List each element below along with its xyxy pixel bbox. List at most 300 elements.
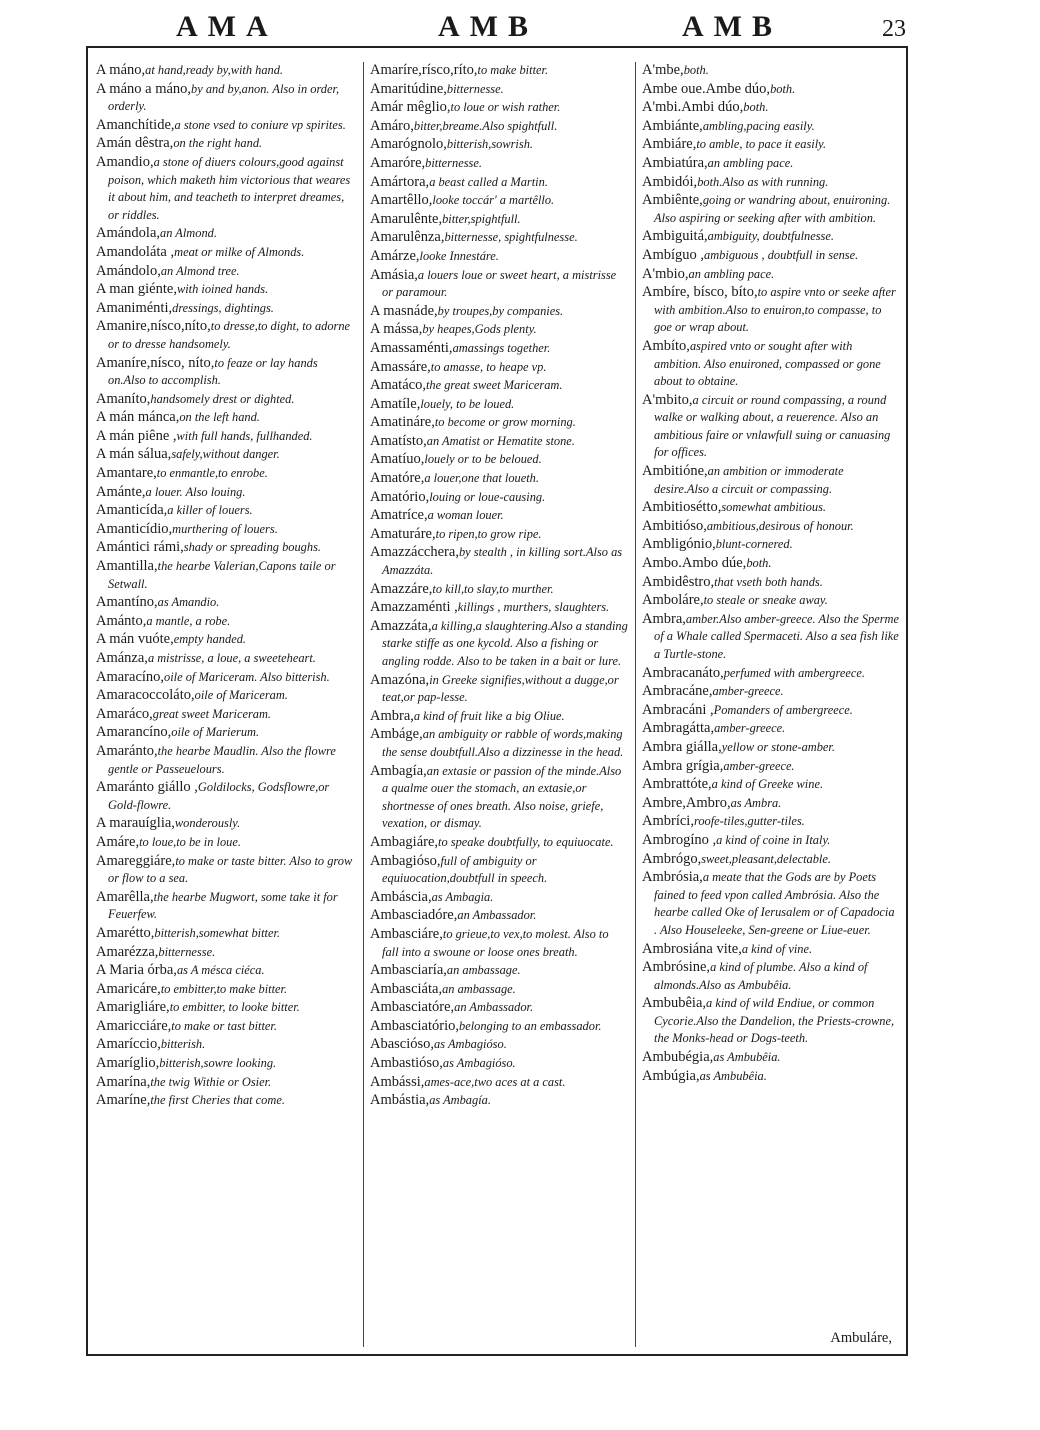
column-divider [363,62,364,1347]
dictionary-entry [96,225,354,243]
headword: Amántici rámi, [96,539,184,556]
headword: Ambúgia, [642,1067,700,1084]
dictionary-entry [96,391,354,409]
definition: bitternesse. [425,155,482,170]
dictionary-entry [370,62,628,80]
dictionary-entry [370,763,628,833]
headword: Ambíguo , [642,246,705,263]
definition: to loue,to be in loue. [139,834,241,849]
definition: an ambition or immoderate desire.Also a circuit or compassing. [654,464,844,496]
definition: louely or to be beloued. [424,452,542,467]
definition: amber-greece. [714,721,786,736]
dictionary-entry [370,1055,628,1073]
dictionary-entry [96,62,354,80]
headword: Amaritúdine, [370,80,447,97]
definition: bitternesse, spightfulnesse. [444,230,578,245]
dictionary-entry [96,613,354,631]
dictionary-entry [642,247,900,265]
headword: Ambra, [642,610,686,627]
dictionary-entry [642,592,900,610]
definition: by stealth , in killing sort.Also as Amazzáta. [382,545,623,578]
dictionary-entry [370,489,628,507]
headword: A marauíglia, [96,815,175,832]
definition: a woman louer. [427,508,504,523]
definition: looke Innestáre. [419,248,499,263]
definition: oile of Marierum. [171,725,260,740]
definition: both.Also as with running. [697,174,829,189]
definition: with full hands, fullhanded. [176,428,313,443]
dictionary-entry [96,724,354,742]
dictionary-entry [96,925,354,943]
dictionary-entry [642,995,900,1048]
definition: both. [743,100,769,115]
headword: Amarigliáre, [96,999,170,1016]
dictionary-entry [370,229,628,247]
dictionary-entry [642,574,900,592]
dictionary-entry [96,889,354,924]
headword: Amazóna, [370,671,430,688]
definition: a stone of diuers colours,good against poison, which maketh him victorious that weares it about him, and teacheth to interpret dreames, or riddles. [108,154,351,222]
headword: Amaríccio, [96,1036,161,1053]
dictionary-entry [370,1036,628,1054]
dictionary-entry [642,813,900,831]
headword: Amaróre, [370,154,426,171]
definition: with ioined hands. [176,282,269,297]
definition: a mistrisse, a loue, a sweeteheart. [147,651,316,665]
headword: Ambrósine, [642,959,711,976]
definition: a meate that the Gods are by Poets fained to feed vpon called Ambrósia. Also the hearbe called Oke of Ierusalem or of Capadocia . Also Houseleeke, Sen-greene or Liue-euer. [654,870,895,937]
definition: empty handed. [173,632,246,647]
definition: a beast called a Martin. [429,174,548,189]
definition: by troupes,by companies. [437,303,564,318]
dictionary-entry [370,926,628,961]
headword: Ambracáne, [642,683,713,700]
definition: to embitter,to make bitter. [160,981,288,996]
headword: Ambre,Ambro, [642,794,731,811]
headword: Ambo.Ambo dúe, [642,555,747,572]
dictionary-entry [370,1074,628,1092]
dictionary-entry [96,318,354,353]
dictionary-entry [642,192,900,227]
headword: Ambra giálla, [642,738,722,755]
dictionary-entry [96,263,354,281]
headword: Amandoláta , [96,243,175,260]
dictionary-entry [370,155,628,173]
headword: Amantilla, [96,558,158,575]
dictionary-entry [96,1092,354,1110]
dictionary-entry [370,451,628,469]
headword: Amanire,nísco,níto, [96,318,211,335]
definition: an Ambassador. [457,908,537,923]
dictionary-entry [96,428,354,446]
dictionary-entry [370,618,628,671]
dictionary-entry [96,1036,354,1054]
definition: a louers loue or sweet heart, a mistrisse or paramour. [382,267,617,300]
dictionary-entry [370,889,628,907]
headword: Ambasciatóre, [370,999,455,1016]
dictionary-entry [96,944,354,962]
headword: Amarína, [96,1073,151,1090]
dictionary-entry [96,743,354,778]
dictionary-entry [370,81,628,99]
definition: going or wandring about, enuironing. Also aspiring or seeking after with ambition. [654,193,891,225]
top-rule [86,46,908,48]
dictionary-entry [370,599,628,617]
dictionary-entry [370,248,628,266]
dictionary-entry [370,396,628,414]
definition: as Ambagia. [431,889,494,904]
definition: a kind of coine in Italy. [716,832,831,847]
dictionary-entry [642,536,900,554]
headword: Ambe oue.Ambe dúo, [642,80,771,97]
dictionary-page [86,0,908,1430]
dictionary-entry [370,433,628,451]
header-center: AMB [438,10,538,43]
page-number: 23 [882,16,906,42]
dictionary-entry [96,81,354,116]
headword: Amaníto, [96,390,151,407]
definition: a kind of vine. [741,941,813,956]
header-left: AMA [176,10,278,43]
headword: Ambrattóte, [642,776,712,793]
headword: Amareggiáre, [96,852,176,869]
definition: perfumed with ambergreece. [723,665,865,680]
headword: Ambligónio, [642,536,716,553]
headword: Ambasciadóre, [370,907,458,924]
definition: an ambling pace. [707,155,794,170]
headword: Amánto, [96,612,147,629]
headword: Ambiênte, [642,192,703,209]
dictionary-entry [96,1055,354,1073]
headword: Amandio, [96,153,154,170]
headword: Amaracíno, [96,668,165,685]
dictionary-entry [642,758,900,776]
dictionary-entry [642,720,900,738]
headword: A'mbe, [642,62,684,78]
definition: to make or tast bitter. [171,1018,277,1033]
headword: Amaránto, [96,742,158,759]
definition: to make or taste bitter. Also to grow or flow to a sea. [108,853,353,886]
dictionary-entry [642,518,900,536]
definition: to loue or wish rather. [450,100,561,115]
dictionary-entry [370,192,628,210]
dictionary-entry [370,414,628,432]
definition: roofe-tiles,gutter-tiles. [693,814,805,829]
definition: shady or spreading boughs. [183,540,321,555]
definition: ambling,pacing easily. [702,118,815,133]
dictionary-entry [370,359,628,377]
dictionary-entry [96,834,354,852]
dictionary-entry [370,303,628,321]
headword: Amártora, [370,173,430,190]
dictionary-entry [370,853,628,888]
dictionary-entry [642,683,900,701]
headword: Amarêlla, [96,888,154,905]
headword: Ambubégia, [642,1049,714,1066]
definition: a circuit or round compassing, a round walke or walking about, a reuerence. Also an ambitious faire or vnlawfull suing or canuasing for offices. [654,392,891,460]
dictionary-entry [370,708,628,726]
dictionary-entry [370,526,628,544]
dictionary-entry [642,702,900,720]
headword: A mán mánca, [96,409,180,426]
dictionary-entry [370,470,628,488]
definition: looke toccár' a martêllo. [432,193,555,208]
dictionary-entry [96,853,354,888]
definition: a kind of Greeke wine. [711,777,824,792]
definition: a louer,one that loueth. [424,471,539,486]
definition: bitterish. [160,1037,206,1052]
headword: Ambagióso, [370,852,441,869]
definition: the hearbe Maudlin. Also the flowre gentle or Passeuelours. [108,743,336,776]
dictionary-entry [642,739,900,757]
headword: Ambra grígia, [642,757,724,774]
headword: Ambrogíno , [642,831,717,848]
definition: louing or loue-causing. [429,489,546,504]
headword: A mán piêne , [96,427,177,444]
definition: killings , murthers, slaughters. [457,600,610,615]
headword: Amaríne, [96,1092,151,1109]
dictionary-entry [96,521,354,539]
definition: Goldilocks, Godsflowre,or Gold-flowre. [108,780,330,812]
headword: Amár mêglio, [370,99,451,116]
headword: Abascióso, [370,1036,435,1053]
definition: somewhat ambitious. [721,500,826,515]
dictionary-entry [642,62,900,80]
definition: both. [683,63,709,77]
dictionary-entry [96,706,354,724]
headword: Amaturáre, [370,525,436,542]
headword: A'mbi.Ambi dúo, [642,99,744,116]
definition: to enmantle,to enrobe. [156,466,268,481]
dictionary-entry [370,174,628,192]
headword: Ambrósia, [642,869,703,886]
dictionary-entry [642,869,900,939]
definition: an ambassage. [442,981,516,996]
definition: as Ambagióso. [434,1037,507,1052]
headword: Amanticídio, [96,520,173,537]
column-1 [96,62,354,1111]
dictionary-entry [96,981,354,999]
definition: the first Cheries that come. [150,1093,285,1108]
headword: Amaníre,nísco, níto, [96,354,215,371]
headword: Amassaménti, [370,339,453,356]
headword: A Maria órba, [96,962,177,979]
definition: to grieue,to vex,to molest. Also to fall into a swoune or loose ones breath. [382,926,609,959]
headword: Ambrógo, [642,850,702,867]
headword: Ambiánte, [642,117,703,134]
headword: Amartêllo, [370,192,433,209]
definition: bitter,spightfull. [442,211,521,226]
definition: amber.Also amber-greece. Also the Sperme of a Whale called Spermaceti. Also a sea fish like a Turtle-stone. [654,611,899,661]
dictionary-entry [642,136,900,154]
headword: Ambasciáta, [370,980,443,997]
headword: Ambidói, [642,173,698,190]
headword: Amantare, [96,465,157,482]
running-header [86,10,908,46]
definition: to become or grow morning. [434,415,576,430]
definition: by heapes,Gods plenty. [422,322,537,337]
headword: A mán sálua, [96,446,172,463]
headword: Amásia, [370,266,418,283]
dictionary-entry [96,484,354,502]
headword: Ambasciaría, [370,962,447,979]
headword: Amáro, [370,117,414,134]
headword: Amarancíno, [96,724,172,741]
dictionary-entry [96,117,354,135]
headword: A masnáde, [370,302,438,319]
dictionary-entry [96,135,354,153]
dictionary-entry [642,795,900,813]
definition: bitter,breame.Also spightfull. [413,118,558,133]
definition: that vseth both hands. [714,574,823,589]
headword: Ambástia, [370,1092,430,1109]
headword: A mán vuóte, [96,631,174,648]
headword: Ambríci, [642,813,694,830]
headword: Amánte, [96,483,146,500]
dictionary-entry [370,981,628,999]
headword: Ambragátta, [642,720,715,737]
dictionary-entry [96,594,354,612]
headword: Amárze, [370,247,420,264]
headword: Ambíre, bísco, bíto, [642,284,758,301]
definition: a killer of louers. [167,503,253,518]
definition: murthering of louers. [172,521,278,536]
headword: Ambasciatório, [370,1017,459,1034]
dictionary-entry [642,99,900,117]
headword: Amaracoccoláto, [96,687,195,704]
column-2 [370,62,628,1111]
dictionary-entry [96,1074,354,1092]
headword: Amazzáta, [370,617,432,634]
dictionary-entry [370,999,628,1017]
definition: oile of Mariceram. Also bitterish. [164,669,330,684]
dictionary-entry [96,962,354,980]
definition: to kill,to slay,to murther. [432,581,554,596]
definition: bitterish,sowrish. [446,137,533,152]
definition: as Ambubêia. [699,1068,767,1083]
definition: as Ambra. [730,795,782,810]
definition: oile of Mariceram. [194,688,288,703]
headword: Ambássi, [370,1073,425,1090]
definition: to dresse,to dight, to adorne or to dresse handsomely. [108,319,351,351]
definition: an Almond. [160,226,217,241]
headword: A mássa, [370,321,423,338]
definition: an ambassage. [446,963,521,978]
dictionary-entry [96,355,354,390]
dictionary-entry [96,502,354,520]
dictionary-entry [642,555,900,573]
dictionary-entry [370,962,628,980]
headword: Amán dêstra, [96,135,174,152]
definition: to amble, to pace it easily. [696,137,827,152]
definition: a kind of fruit like a big Oliue. [413,708,565,723]
dictionary-entry [642,228,900,246]
definition: as Amandio. [157,595,220,610]
definition: handsomely drest or dighted. [150,391,295,406]
dictionary-entry [96,300,354,318]
definition: to steale or sneake away. [703,593,828,608]
definition: ambitious,desirous of honour. [706,518,854,533]
headword: Ambitiosétto, [642,499,722,516]
definition: an Amatist or Hematite stone. [426,433,575,448]
definition: amber-greece. [712,684,784,699]
left-rule [86,46,88,1354]
headword: Amantíno, [96,594,158,611]
definition: yellow or stone-amber. [721,739,835,754]
definition: the twig Withie or Osier. [150,1074,272,1089]
dictionary-entry [642,959,900,994]
headword: A'mbito, [642,391,693,408]
headword: Amatináre, [370,414,435,431]
definition: a mantle, a robe. [146,613,231,628]
dictionary-entry [370,377,628,395]
headword: A máno, [96,62,146,78]
definition: to embitter, to looke bitter. [169,1000,300,1015]
dictionary-entry [642,941,900,959]
definition: ambiguous , doubtfull in sense. [704,247,859,262]
definition: to aspire vnto or seeke after with ambition.Also to enuiron,to compasse, to goe or wrap about. [654,285,896,335]
definition: an ambling pace. [688,266,775,281]
dictionary-entry [642,776,900,794]
dictionary-entry [642,266,900,284]
definition: ames-ace,two aces at a cast. [424,1074,566,1089]
dictionary-entry [370,118,628,136]
headword: Ambracanáto, [642,664,724,681]
headword: Amaricciáre, [96,1017,172,1034]
definition: an extasie or passion of the minde.Also a qualme ouer the stomach, an extasie,or shortnesse of ones breath. Also noise, griefe, vexation, or dismay. [382,763,622,831]
headword: Amarétto, [96,924,155,941]
header-right: AMB [682,10,782,43]
definition: as Ambagióso. [442,1056,516,1071]
headword: Amaránto giállo , [96,779,198,796]
definition: to amasse, to heape vp. [430,359,547,374]
dictionary-entry [96,631,354,649]
definition: as Ambagía. [429,1093,491,1108]
headword: Ambidêstro, [642,573,715,590]
definition: by and by,anon. Also in order, orderly. [108,81,340,114]
headword: Ambáscia, [370,888,432,905]
definition: dressings, dightings. [172,300,274,315]
headword: Amarézza, [96,943,159,960]
headword: Amatíuo, [370,451,425,468]
dictionary-entry [96,999,354,1017]
definition: both. [746,556,772,571]
headword: Ambagiáre, [370,833,439,850]
catchword: Ambuláre, [830,1330,892,1346]
dictionary-entry [370,726,628,761]
right-rule [906,46,908,1354]
headword: Amanchítide, [96,116,175,133]
dictionary-entry [370,581,628,599]
definition: to ripen,to grow ripe. [435,526,542,541]
dictionary-entry [642,392,900,462]
dictionary-entry [642,174,900,192]
headword: Amaráco, [96,705,153,722]
dictionary-entry [370,507,628,525]
headword: Amatríce, [370,507,428,524]
dictionary-entry [370,544,628,579]
definition: the hearbe Mugwort, some take it for Feuerfew. [108,889,338,922]
dictionary-entry [370,211,628,229]
definition: bitternesse. [446,81,504,96]
definition: a stone vsed to coniure vp spirites. [174,117,346,132]
definition: a louer. Also louing. [145,484,246,499]
column-3 [642,62,900,1086]
headword: Ambáge, [370,726,423,743]
definition: to make bitter. [477,63,549,77]
definition: meat or milke of Almonds. [174,244,305,259]
headword: Amassáre, [370,358,431,375]
